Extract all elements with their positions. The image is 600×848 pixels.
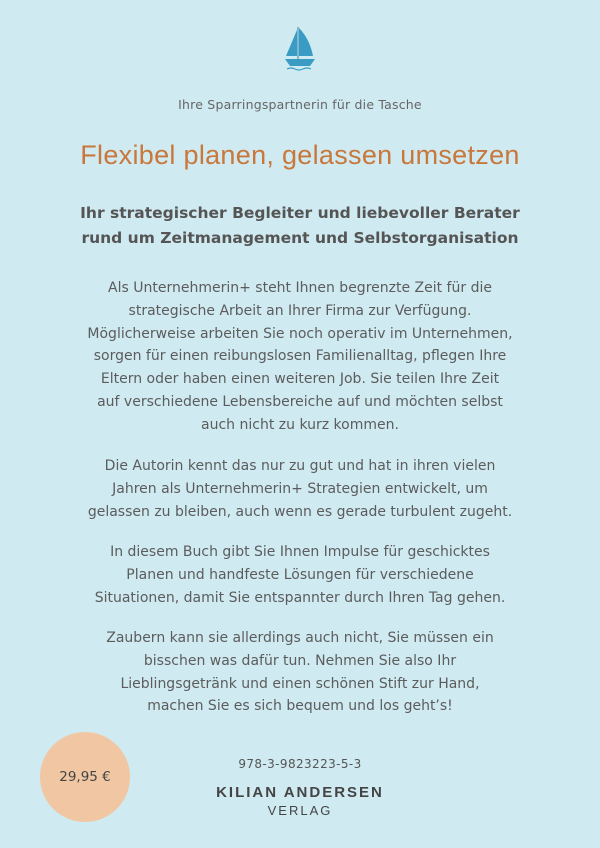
tagline: Ihre Sparringspartnerin für die Tasche <box>178 97 422 112</box>
text-line: strategische Arbeit an Ihrer Firma zur Verfügung. <box>128 302 472 319</box>
text-line: Zaubern kann sie allerdings auch nicht, Sie müssen ein <box>106 630 494 646</box>
text-line: auch nicht zu kurz kommen. <box>201 416 399 433</box>
text-line: Planen und handfeste Lösungen für verschiedene <box>126 566 474 583</box>
text-line: Lieblingsgetränk und einen schönen Stift zur Hand, <box>120 675 480 692</box>
text-line: Als Unternehmerin+ steht Ihnen begrenzte Zeit für die <box>108 280 492 296</box>
description-paragraph-4 <box>55 627 545 718</box>
text-line: Eltern oder haben einen weiteren Job. Sie teilen Ihre Zeit <box>100 371 500 388</box>
publisher-name: KILIAN ANDERSEN <box>216 784 384 801</box>
price-label: 29,95 € <box>59 769 111 785</box>
description-paragraph-3 <box>55 541 545 609</box>
text-line: Situationen, damit Sie entspannter durch Ihren Tag gehen. <box>94 589 506 606</box>
text-line: bisschen was dafür tun. Nehmen Sie also Ihr <box>143 652 457 669</box>
subtitle-line: rund um Zeitmanagement und Selbstorganisation <box>81 229 519 247</box>
description-paragraph-1 <box>55 277 545 437</box>
text-line: auf verschiedene Lebensbereiche auf und möchten selbst <box>97 393 503 410</box>
text-line: Jahren als Unternehmerin+ Strategien entwickelt, um <box>112 480 488 497</box>
text-line: Die Autorin kennt das nur zu gut und hat in ihren vielen <box>104 458 496 474</box>
sailboat-icon <box>283 26 317 72</box>
text-line: In diesem Buch gibt Sie Ihnen Impulse für geschicktes <box>110 544 490 560</box>
publisher-subtitle: VERLAG <box>267 803 333 818</box>
description-paragraph-2 <box>55 455 545 523</box>
text-line: machen Sie es sich bequem und los geht’s! <box>147 698 453 715</box>
subtitle <box>40 201 560 251</box>
subtitle-line: Ihr strategischer Begleiter und liebevoller Berater <box>80 204 520 222</box>
isbn: 978-3-9823223-5-3 <box>238 757 362 771</box>
book-title: Flexibel planen, gelassen umsetzen <box>80 140 520 170</box>
text-line: Möglicherweise arbeiten Sie noch operativ im Unternehmen, <box>87 325 513 342</box>
text-line: gelassen zu bleiben, auch wenn es gerade turbulent zugeht. <box>87 503 513 520</box>
text-line: sorgen für einen reibungslosen Familienalltag, pflegen Ihre <box>93 348 507 365</box>
